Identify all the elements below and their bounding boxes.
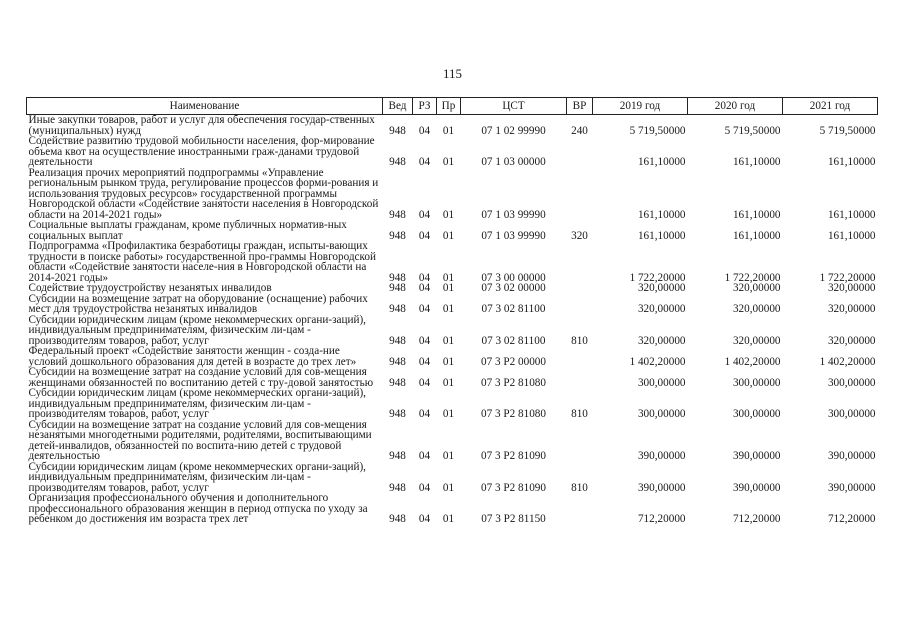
row-ved: 948 xyxy=(389,303,406,315)
row-2020: 161,10000 xyxy=(732,208,781,221)
row-2019: 320,00000 xyxy=(637,334,686,347)
header-ved: Вед xyxy=(383,98,413,115)
row-cst: 07 3 02 00000 xyxy=(481,282,546,294)
row-ved: 948 xyxy=(389,481,406,494)
row-2019: 161,10000 xyxy=(637,229,686,242)
row-vr: 240 xyxy=(571,124,588,137)
row-ved: 948 xyxy=(389,208,406,221)
row-name: Федеральный проект «Содействие занятости женщин - созда-ние условий дошкольного образования для детей в возрасте до трех лет» xyxy=(28,345,357,368)
row-name: Субсидии юридическим лицам (кроме некоммерческих органи-заций), индивидуальным предпринимателям, физическим ли-цам - производителям товаров, работ, услуг xyxy=(28,387,366,420)
row-2021: 320,00000 xyxy=(827,334,876,347)
row-rz: 04 xyxy=(418,513,431,525)
row-name: Содействие трудоустройству незанятых инвалидов xyxy=(28,282,272,294)
table-row xyxy=(27,241,878,283)
row-2020: 300,00000 xyxy=(732,376,781,389)
row-ved: 948 xyxy=(389,271,406,284)
row-vr xyxy=(567,420,593,462)
row-ved: 948 xyxy=(389,450,406,462)
header-pr: Пр xyxy=(437,98,461,115)
row-2020: 300,00000 xyxy=(732,408,781,420)
row-2019: 161,10000 xyxy=(637,208,686,221)
row-rz: 04 xyxy=(418,408,431,420)
row-vr: 320 xyxy=(571,229,588,242)
row-rz: 04 xyxy=(418,481,431,494)
row-name: Организация профессионального обучения и дополнительного профессионального образования женщин в период отпуска по уходу за ребенком до достижения им возраста трех лет xyxy=(28,492,368,525)
row-2020: 1 402,20000 xyxy=(724,355,781,368)
row-name: Содействие развитию трудовой мобильности населения, фор-мирование объема квот на осуществление иностранными граж-данами трудовой деятельности xyxy=(28,135,375,168)
row-cst: 07 3 02 81100 xyxy=(481,303,546,315)
row-2021: 390,00000 xyxy=(827,481,876,494)
row-rz: 04 xyxy=(418,156,431,168)
row-cst: 07 3 02 81100 xyxy=(481,334,546,347)
row-pr: 01 xyxy=(442,282,455,294)
header-vr: ВР xyxy=(567,98,593,115)
row-cst: 07 1 03 00000 xyxy=(481,156,546,168)
row-ved: 948 xyxy=(389,408,406,420)
row-2020: 320,00000 xyxy=(732,303,781,315)
row-cst: 07 1 02 99990 xyxy=(481,124,546,137)
row-vr xyxy=(567,294,593,315)
row-2019: 390,00000 xyxy=(637,450,686,462)
row-rz: 04 xyxy=(418,282,431,294)
row-pr: 01 xyxy=(442,376,455,389)
row-ved: 948 xyxy=(389,282,406,294)
table-row xyxy=(27,168,878,221)
table-row xyxy=(27,136,878,168)
row-rz: 04 xyxy=(418,229,431,242)
row-2020: 390,00000 xyxy=(732,481,781,494)
row-2019: 300,00000 xyxy=(637,408,686,420)
row-2021: 161,10000 xyxy=(827,208,876,221)
header-2020: 2020 год xyxy=(688,98,783,115)
row-ved: 948 xyxy=(389,334,406,347)
row-2019: 300,00000 xyxy=(637,376,686,389)
row-rz: 04 xyxy=(418,208,431,221)
row-vr: 810 xyxy=(571,334,588,347)
row-vr xyxy=(567,346,593,367)
row-name: Субсидии на возмещение затрат на создание условий для сов-мещения незанятыми многодетными родителями, родителями, воспитывающими детей-инвалидов, обязанностей по воспита-нию детей с трудовой деятельностью xyxy=(28,418,372,462)
row-2019: 390,00000 xyxy=(637,481,686,494)
row-ved: 948 xyxy=(389,156,406,168)
budget-table xyxy=(26,97,878,525)
row-vr xyxy=(567,367,593,388)
row-ved: 948 xyxy=(389,376,406,389)
row-2020: 390,00000 xyxy=(732,450,781,462)
row-pr: 01 xyxy=(442,156,455,168)
row-2019: 1 402,20000 xyxy=(629,355,686,368)
row-cst: 07 1 03 99990 xyxy=(481,229,546,242)
row-pr: 01 xyxy=(442,271,455,284)
row-ved: 948 xyxy=(389,229,406,242)
table-row xyxy=(27,115,878,137)
row-2019: 712,20000 xyxy=(637,513,686,525)
row-2020: 1 722,20000 xyxy=(724,271,781,284)
row-pr: 01 xyxy=(442,408,455,420)
row-2021: 5 719,50000 xyxy=(819,124,876,137)
row-pr: 01 xyxy=(442,124,455,137)
row-name: Субсидии юридическим лицам (кроме некоммерческих органи-заций), индивидуальным предпринимателям, физическим ли-цам - производителям товаров, работ, услуг xyxy=(28,313,366,347)
row-vr: 810 xyxy=(571,481,588,494)
row-2019: 1 722,20000 xyxy=(629,271,686,284)
row-2019: 161,10000 xyxy=(637,156,686,168)
table-row xyxy=(27,367,878,388)
row-name: Иные закупки товаров, работ и услуг для обеспечения государ-ственных (муниципальных) нужд xyxy=(28,114,375,137)
row-2019: 320,00000 xyxy=(637,282,686,294)
table-row xyxy=(27,315,878,347)
row-2021: 300,00000 xyxy=(827,408,876,420)
row-pr: 01 xyxy=(442,334,455,347)
table-row xyxy=(27,462,878,494)
table-row xyxy=(27,388,878,420)
row-ved: 948 xyxy=(389,124,406,137)
row-2021: 320,00000 xyxy=(827,282,876,294)
row-2021: 1 722,20000 xyxy=(819,271,876,284)
row-ved: 948 xyxy=(389,355,406,368)
row-pr: 01 xyxy=(442,355,455,368)
row-pr: 01 xyxy=(442,208,455,221)
table-row xyxy=(27,220,878,241)
row-pr: 01 xyxy=(442,229,455,242)
row-cst: 07 3 P2 00000 xyxy=(481,355,546,368)
row-2021: 390,00000 xyxy=(827,450,876,462)
row-cst: 07 1 03 99990 xyxy=(481,208,546,221)
row-cst: 07 3 P2 81090 xyxy=(481,481,546,494)
row-rz: 04 xyxy=(418,124,431,137)
page-number: 115 xyxy=(442,66,463,81)
row-pr: 01 xyxy=(442,481,455,494)
header-2021: 2021 год xyxy=(783,98,878,115)
row-name: Реализация прочих мероприятий подпрограммы «Управление региональным рынком труда, регулирование процессов форми-рования и использования трудовых ресурсов» государственной программы Новгородской области «Содействие занятости населения в Новгородской области на 2014-2021 годы» xyxy=(28,166,379,221)
row-cst: 07 3 P2 81090 xyxy=(481,450,546,462)
table-row xyxy=(27,493,878,525)
row-cst: 07 3 P2 81150 xyxy=(481,513,546,525)
header-name: Наименование xyxy=(27,98,383,115)
row-ved: 948 xyxy=(389,513,406,525)
row-cst: 07 3 00 00000 xyxy=(481,271,546,284)
row-pr: 01 xyxy=(442,513,455,525)
header-row xyxy=(27,98,878,115)
row-name: Социальные выплаты гражданам, кроме публичных норматив-ных социальных выплат xyxy=(28,219,347,242)
header-2019: 2019 год xyxy=(593,98,688,115)
row-rz: 04 xyxy=(418,271,431,284)
row-vr xyxy=(567,283,593,294)
row-2020: 5 719,50000 xyxy=(724,124,781,137)
row-name: Субсидии на возмещение затрат на создание условий для сов-мещения женщинами обязанностей по воспитанию детей с тру-довой занятостью xyxy=(28,366,374,389)
row-vr xyxy=(567,493,593,525)
row-pr: 01 xyxy=(442,303,455,315)
row-name: Субсидии юридическим лицам (кроме некоммерческих органи-заций), индивидуальным предпринимателям, физическим ли-цам - производителям товаров, работ, услуг xyxy=(28,460,366,494)
row-2020: 320,00000 xyxy=(732,282,781,294)
header-rz: РЗ xyxy=(413,98,437,115)
row-vr xyxy=(567,241,593,283)
row-rz: 04 xyxy=(418,334,431,347)
row-2021: 161,10000 xyxy=(827,229,876,242)
row-rz: 04 xyxy=(418,450,431,462)
row-rz: 04 xyxy=(418,355,431,368)
row-2020: 161,10000 xyxy=(732,156,781,168)
row-2021: 712,20000 xyxy=(827,513,876,525)
row-2021: 161,10000 xyxy=(827,156,876,168)
header-cst: ЦСТ xyxy=(461,98,567,115)
row-2019: 320,00000 xyxy=(637,303,686,315)
row-rz: 04 xyxy=(418,303,431,315)
table-row xyxy=(27,283,878,294)
table-row xyxy=(27,420,878,462)
row-vr: 810 xyxy=(571,408,588,420)
row-vr xyxy=(567,168,593,221)
row-2021: 300,00000 xyxy=(827,376,876,389)
table-row xyxy=(27,294,878,315)
table-row xyxy=(27,346,878,367)
row-vr xyxy=(567,136,593,168)
row-cst: 07 3 P2 81080 xyxy=(481,376,546,389)
row-cst: 07 3 P2 81080 xyxy=(481,408,546,420)
row-rz: 04 xyxy=(418,376,431,389)
row-2021: 1 402,20000 xyxy=(819,355,876,368)
row-name: Подпрограмма «Профилактика безработицы граждан, испыты-вающих трудности в поиске работы» государственной про-граммы Новгородской области «Содействие занятости населе-ния в Новгородской области на 2014-2021 годы» xyxy=(28,240,376,284)
row-2019: 5 719,50000 xyxy=(629,124,686,137)
row-name: Субсидии на возмещение затрат на оборудование (оснащение) рабочих мест для трудоустройства незанятых инвалидов xyxy=(28,292,368,315)
row-2020: 712,20000 xyxy=(732,513,781,525)
row-pr: 01 xyxy=(442,450,455,462)
row-2020: 161,10000 xyxy=(732,229,781,242)
row-2021: 320,00000 xyxy=(827,303,876,315)
row-2020: 320,00000 xyxy=(732,334,781,347)
